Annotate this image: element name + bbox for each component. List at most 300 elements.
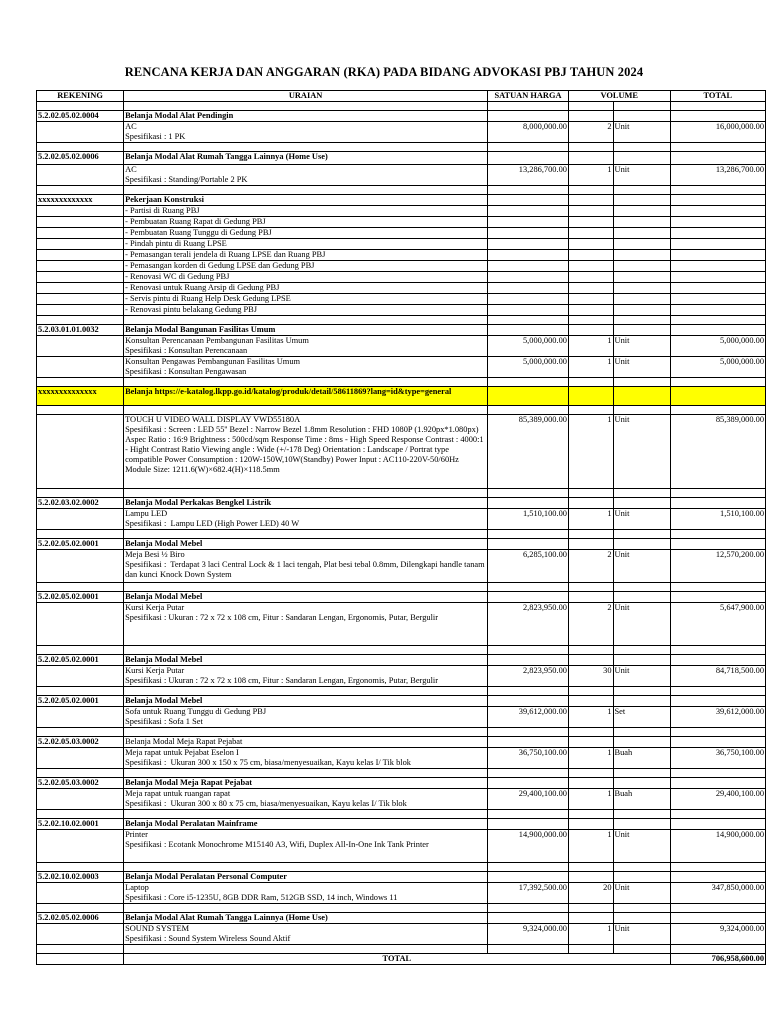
table-row — [37, 239, 766, 250]
category-row — [37, 819, 766, 830]
table-row — [37, 789, 766, 810]
volume-qty — [568, 489, 613, 498]
table-row — [37, 550, 766, 583]
account-code: 5.2.02.05.02.0001 — [37, 539, 124, 550]
table-row — [37, 261, 766, 272]
volume-qty: 1 — [568, 789, 613, 810]
unit-price — [488, 195, 569, 206]
volume-unit — [613, 387, 670, 406]
volume-qty: 1 — [568, 707, 613, 728]
volume-unit: Unit — [613, 415, 670, 489]
unit-price — [488, 728, 569, 737]
account-code: 5.2.02.10.02.0003 — [37, 872, 124, 883]
line-total — [670, 272, 765, 283]
account-code: 5.2.02.03.02.0002 — [37, 498, 124, 509]
volume-unit — [613, 489, 670, 498]
line-total — [670, 863, 765, 872]
category-row — [37, 111, 766, 122]
volume-qty: 1 — [568, 165, 613, 186]
description — [124, 186, 488, 195]
unit-price: 85,389,000.00 — [488, 415, 569, 489]
line-total: 1,510,100.00 — [670, 509, 765, 530]
account-code: 5.2.02.05.02.0006 — [37, 913, 124, 924]
description: Belanja Modal Peralatan Personal Computer — [124, 872, 488, 883]
volume-unit — [613, 655, 670, 666]
line-total — [670, 592, 765, 603]
unit-price — [488, 102, 569, 111]
volume-qty — [568, 406, 613, 415]
account-code — [37, 415, 124, 489]
description: Belanja Modal Peralatan Mainframe — [124, 819, 488, 830]
unit-price: 1,510,100.00 — [488, 509, 569, 530]
account-code: 5.2.02.05.02.0001 — [37, 655, 124, 666]
volume-unit — [613, 217, 670, 228]
document-title: RENCANA KERJA DAN ANGGARAN (RKA) PADA BIDANG ADVOKASI PBJ TAHUN 2024 — [124, 65, 644, 79]
table-row — [37, 924, 766, 945]
table-row — [37, 666, 766, 687]
volume-unit: Unit — [613, 883, 670, 904]
category-row — [37, 913, 766, 924]
unit-price — [488, 498, 569, 509]
volume-qty — [568, 378, 613, 387]
line-total — [670, 143, 765, 152]
volume-qty — [568, 769, 613, 778]
category-row — [37, 325, 766, 336]
volume-unit — [613, 646, 670, 655]
unit-price — [488, 913, 569, 924]
table-row — [37, 883, 766, 904]
category-row — [37, 872, 766, 883]
account-code — [37, 143, 124, 152]
account-code — [37, 646, 124, 655]
table-row — [37, 336, 766, 357]
volume-unit — [613, 305, 670, 316]
line-total: 36,750,100.00 — [670, 748, 765, 769]
volume-unit — [613, 406, 670, 415]
volume-unit: Unit — [613, 336, 670, 357]
volume-qty — [568, 863, 613, 872]
volume-qty — [568, 152, 613, 165]
volume-qty — [568, 294, 613, 305]
unit-price — [488, 539, 569, 550]
unit-price — [488, 863, 569, 872]
table-row — [37, 165, 766, 186]
account-code — [37, 294, 124, 305]
account-code — [37, 217, 124, 228]
unit-price — [488, 250, 569, 261]
description: AC Spesifikasi : 1 PK — [124, 122, 488, 143]
account-code — [37, 186, 124, 195]
table-row — [37, 283, 766, 294]
volume-qty — [568, 904, 613, 913]
description: Belanja Modal Mebel — [124, 696, 488, 707]
volume-unit: Buah — [613, 789, 670, 810]
volume-unit — [613, 913, 670, 924]
category-row — [37, 737, 766, 748]
description — [124, 769, 488, 778]
unit-price — [488, 217, 569, 228]
unit-price — [488, 904, 569, 913]
unit-price — [488, 294, 569, 305]
spacer-row — [37, 406, 766, 415]
line-total — [670, 228, 765, 239]
line-total — [670, 152, 765, 165]
header-row — [37, 91, 766, 102]
description — [124, 687, 488, 696]
line-total: 14,900,000.00 — [670, 830, 765, 863]
volume-unit — [613, 250, 670, 261]
volume-unit — [613, 316, 670, 325]
description: Sofa untuk Ruang Tunggu di Gedung PBJ Spesifikasi : Sofa 1 Set — [124, 707, 488, 728]
unit-price — [488, 325, 569, 336]
table-row — [37, 509, 766, 530]
table-row — [37, 217, 766, 228]
volume-qty — [568, 913, 613, 924]
volume-unit — [613, 904, 670, 913]
description: - Pembuatan Ruang Rapat di Gedung PBJ — [124, 217, 488, 228]
volume-unit: Unit — [613, 165, 670, 186]
volume-unit — [613, 261, 670, 272]
volume-qty — [568, 111, 613, 122]
account-code — [37, 122, 124, 143]
table-row — [37, 707, 766, 728]
line-total — [670, 261, 765, 272]
spacer-row — [37, 904, 766, 913]
account-code — [37, 272, 124, 283]
volume-unit — [613, 195, 670, 206]
category-row — [37, 195, 766, 206]
line-total — [670, 294, 765, 305]
description: - Partisi di Ruang PBJ — [124, 206, 488, 217]
table-row — [37, 294, 766, 305]
spacer-row — [37, 316, 766, 325]
volume-unit — [613, 737, 670, 748]
volume-qty — [568, 316, 613, 325]
volume-qty — [568, 228, 613, 239]
unit-price — [488, 655, 569, 666]
account-code — [37, 550, 124, 583]
volume-unit — [613, 378, 670, 387]
volume-unit — [613, 228, 670, 239]
description — [124, 102, 488, 111]
description: - Pindah pintu di Ruang LPSE — [124, 239, 488, 250]
volume-unit — [613, 186, 670, 195]
description — [124, 863, 488, 872]
unit-price — [488, 737, 569, 748]
description — [124, 904, 488, 913]
account-code — [37, 530, 124, 539]
unit-price — [488, 646, 569, 655]
line-total — [670, 250, 765, 261]
volume-unit — [613, 687, 670, 696]
volume-unit: Unit — [613, 550, 670, 583]
account-code — [37, 789, 124, 810]
spacer-row — [37, 143, 766, 152]
volume-qty — [568, 261, 613, 272]
volume-qty — [568, 728, 613, 737]
description: Meja rapat untuk ruangan rapat Spesifikasi : Ukuran 300 x 80 x 75 cm, biasa/menyesuaikan, Kayu kelas I/ Tik blok — [124, 789, 488, 810]
table-row — [37, 603, 766, 646]
account-code — [37, 228, 124, 239]
line-total: 39,612,000.00 — [670, 707, 765, 728]
unit-price — [488, 872, 569, 883]
header-rekening: REKENING — [37, 91, 124, 102]
volume-qty: 1 — [568, 748, 613, 769]
volume-qty — [568, 592, 613, 603]
volume-qty — [568, 102, 613, 111]
line-total: 16,000,000.00 — [670, 122, 765, 143]
unit-price — [488, 778, 569, 789]
unit-price: 13,286,700.00 — [488, 165, 569, 186]
volume-unit — [613, 592, 670, 603]
volume-qty — [568, 195, 613, 206]
description: Belanja Modal Mebel — [124, 655, 488, 666]
unit-price: 5,000,000.00 — [488, 336, 569, 357]
spacer-row — [37, 530, 766, 539]
unit-price — [488, 530, 569, 539]
line-total: 13,286,700.00 — [670, 165, 765, 186]
description: Belanja https://e-katalog.lkpp.go.id/katalog/produk/detail/58611869?lang=id&type=general — [124, 387, 488, 406]
account-code — [37, 357, 124, 378]
description — [124, 489, 488, 498]
account-code: 5.2.03.01.01.0032 — [37, 325, 124, 336]
category-row — [37, 387, 766, 406]
description: - Pemasangan korden di Gedung LPSE dan Gedung PBJ — [124, 261, 488, 272]
line-total — [670, 904, 765, 913]
volume-unit — [613, 819, 670, 830]
line-total — [670, 305, 765, 316]
description: - Pemasangan terali jendela di Ruang LPSE dan Ruang PBJ — [124, 250, 488, 261]
unit-price — [488, 687, 569, 696]
description: Belanja Modal Alat Pendingin — [124, 111, 488, 122]
description — [124, 583, 488, 592]
description — [124, 406, 488, 415]
description: Belanja Modal Mebel — [124, 592, 488, 603]
description: Belanja Modal Meja Rapat Pejabat — [124, 778, 488, 789]
unit-price — [488, 769, 569, 778]
table-row — [37, 748, 766, 769]
account-code — [37, 102, 124, 111]
volume-qty: 30 — [568, 666, 613, 687]
volume-qty: 1 — [568, 357, 613, 378]
line-total — [670, 102, 765, 111]
line-total — [670, 316, 765, 325]
table-body — [37, 102, 766, 954]
account-code: xxxxxxxxxxxxx — [37, 195, 124, 206]
line-total — [670, 206, 765, 217]
line-total — [670, 819, 765, 830]
total-label: TOTAL — [124, 954, 670, 965]
line-total — [670, 539, 765, 550]
account-code — [37, 583, 124, 592]
table-row — [37, 357, 766, 378]
account-code — [37, 728, 124, 737]
volume-qty — [568, 325, 613, 336]
description: Belanja Modal Perkakas Bengkel Listrik — [124, 498, 488, 509]
line-total — [670, 489, 765, 498]
volume-qty — [568, 250, 613, 261]
volume-unit — [613, 325, 670, 336]
description — [124, 316, 488, 325]
volume-qty — [568, 810, 613, 819]
volume-unit: Unit — [613, 357, 670, 378]
unit-price — [488, 239, 569, 250]
unit-price — [488, 111, 569, 122]
category-row — [37, 152, 766, 165]
account-code — [37, 250, 124, 261]
unit-price — [488, 810, 569, 819]
unit-price: 5,000,000.00 — [488, 357, 569, 378]
account-code — [37, 883, 124, 904]
volume-qty: 1 — [568, 830, 613, 863]
line-total — [670, 195, 765, 206]
description: Konsultan Pengawas Pembangunan Fasilitas Umum Spesifikasi : Konsultan Pengawasan — [124, 357, 488, 378]
account-code — [37, 810, 124, 819]
volume-unit: Set — [613, 707, 670, 728]
account-code — [37, 336, 124, 357]
category-row — [37, 655, 766, 666]
account-code — [37, 509, 124, 530]
volume-qty — [568, 206, 613, 217]
volume-qty: 1 — [568, 924, 613, 945]
account-code — [37, 206, 124, 217]
description — [124, 810, 488, 819]
account-code — [37, 945, 124, 954]
description: AC Spesifikasi : Standing/Portable 2 PK — [124, 165, 488, 186]
description — [124, 143, 488, 152]
description: Lampu LED Spesifikasi : Lampu LED (High Power LED) 40 W — [124, 509, 488, 530]
description: - Renovasi WC di Gedung PBJ — [124, 272, 488, 283]
description — [124, 646, 488, 655]
line-total — [670, 872, 765, 883]
unit-price: 2,823,950.00 — [488, 603, 569, 646]
header-uraian: URAIAN — [124, 91, 488, 102]
description: Printer Spesifikasi : Ecotank Monochrome M15140 A3, Wifi, Duplex All-In-One Ink Tank Printer — [124, 830, 488, 863]
volume-unit — [613, 778, 670, 789]
unit-price — [488, 186, 569, 195]
account-code — [37, 748, 124, 769]
unit-price — [488, 583, 569, 592]
volume-unit: Unit — [613, 666, 670, 687]
description: Konsultan Perencanaan Pembangunan Fasilitas Umum Spesifikasi : Konsultan Perencanaan — [124, 336, 488, 357]
volume-unit — [613, 102, 670, 111]
account-code — [37, 666, 124, 687]
account-code: 5.2.02.05.02.0004 — [37, 111, 124, 122]
line-total — [670, 111, 765, 122]
unit-price — [488, 261, 569, 272]
category-row — [37, 696, 766, 707]
volume-qty — [568, 778, 613, 789]
volume-unit — [613, 283, 670, 294]
account-code — [37, 603, 124, 646]
unit-price: 9,324,000.00 — [488, 924, 569, 945]
spacer-row — [37, 186, 766, 195]
table-row — [37, 272, 766, 283]
account-code: 5.2.02.05.03.0002 — [37, 737, 124, 748]
account-code — [37, 769, 124, 778]
account-code: 5.2.02.05.02.0001 — [37, 696, 124, 707]
volume-qty — [568, 539, 613, 550]
line-total: 84,718,500.00 — [670, 666, 765, 687]
description: - Pembuatan Ruang Tunggu di Gedung PBJ — [124, 228, 488, 239]
volume-qty: 2 — [568, 122, 613, 143]
line-total — [670, 769, 765, 778]
volume-unit — [613, 696, 670, 707]
spacer-row — [37, 728, 766, 737]
account-code — [37, 378, 124, 387]
account-code — [37, 283, 124, 294]
description: Belanja Modal Alat Rumah Tangga Lainnya (Home Use) — [124, 913, 488, 924]
volume-qty — [568, 217, 613, 228]
volume-qty — [568, 655, 613, 666]
volume-qty — [568, 737, 613, 748]
volume-qty — [568, 583, 613, 592]
unit-price — [488, 316, 569, 325]
line-total — [670, 387, 765, 406]
table-row — [37, 830, 766, 863]
description: Meja Besi ½ Biro Spesifikasi : Terdapat 3 laci Central Lock & 1 laci tengah, Plat besi tebal 0.8mm, Dilengkapi handle tanam dan kunci Knock Down System — [124, 550, 488, 583]
volume-unit: Unit — [613, 509, 670, 530]
volume-unit: Buah — [613, 748, 670, 769]
category-row — [37, 592, 766, 603]
line-total — [670, 810, 765, 819]
spacer-row — [37, 863, 766, 872]
unit-price — [488, 272, 569, 283]
description: Belanja Modal Mebel — [124, 539, 488, 550]
line-total — [670, 945, 765, 954]
line-total: 5,647,900.00 — [670, 603, 765, 646]
volume-unit — [613, 143, 670, 152]
table-row — [37, 250, 766, 261]
line-total — [670, 696, 765, 707]
unit-price: 14,900,000.00 — [488, 830, 569, 863]
line-total — [670, 283, 765, 294]
volume-qty — [568, 283, 613, 294]
unit-price — [488, 489, 569, 498]
table-row — [37, 228, 766, 239]
account-code — [37, 924, 124, 945]
line-total — [670, 530, 765, 539]
unit-price: 36,750,100.00 — [488, 748, 569, 769]
spacer-row — [37, 810, 766, 819]
category-row — [37, 498, 766, 509]
volume-unit — [613, 498, 670, 509]
account-code — [37, 316, 124, 325]
description: Belanja Modal Alat Rumah Tangga Lainnya (Home Use) — [124, 152, 488, 165]
line-total — [670, 583, 765, 592]
table-row — [37, 305, 766, 316]
line-total — [670, 217, 765, 228]
table-row — [37, 122, 766, 143]
volume-qty: 1 — [568, 415, 613, 489]
header-total: TOTAL — [670, 91, 765, 102]
total-spacer — [37, 954, 124, 965]
description: SOUND SYSTEM Spesifikasi : Sound System Wireless Sound Aktif — [124, 924, 488, 945]
volume-qty: 20 — [568, 883, 613, 904]
line-total — [670, 728, 765, 737]
spacer-row — [37, 945, 766, 954]
account-code — [37, 239, 124, 250]
volume-unit — [613, 945, 670, 954]
volume-qty — [568, 872, 613, 883]
description: Kursi Kerja Putar Spesifikasi : Ukuran : 72 x 72 x 108 cm, Fitur : Sandaran Lengan, Ergonomis, Putar, Bergulir — [124, 603, 488, 646]
volume-unit — [613, 728, 670, 737]
line-total: 5,000,000.00 — [670, 357, 765, 378]
volume-unit — [613, 810, 670, 819]
line-total — [670, 646, 765, 655]
line-total — [670, 655, 765, 666]
account-code — [37, 687, 124, 696]
